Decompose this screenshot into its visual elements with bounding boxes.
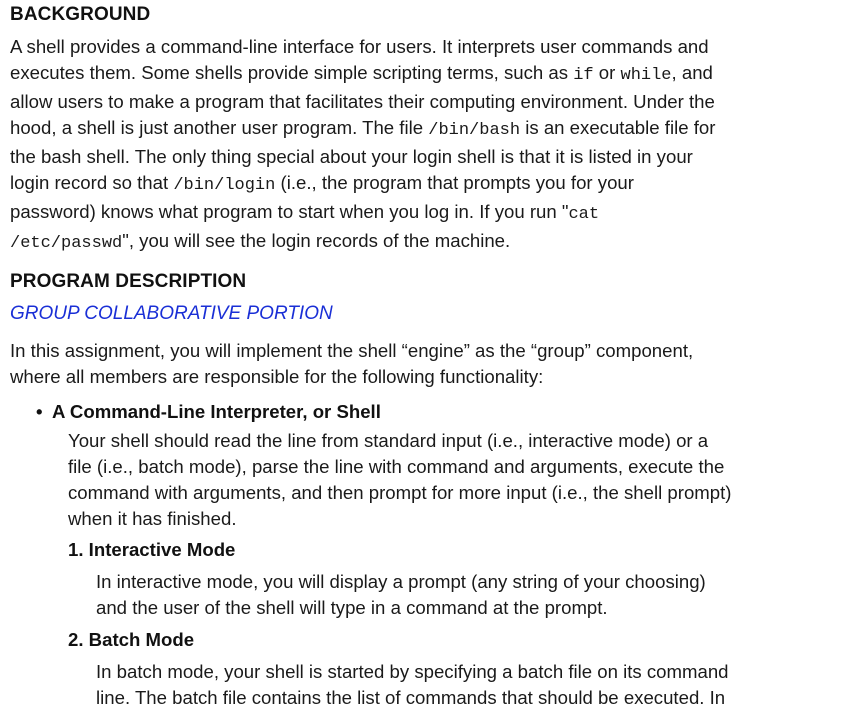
- background-line: [10, 60, 840, 89]
- interactive-mode-paragraph: [96, 569, 706, 621]
- background-line: [10, 144, 840, 170]
- background-text: the bash shell. The only thing special about your login shell is that it is listed in your: [10, 146, 693, 167]
- group-collaborative-subheading: GROUP COLLABORATIVE PORTION: [10, 303, 333, 324]
- background-line: [10, 199, 840, 228]
- background-paragraph: [10, 34, 840, 257]
- background-text: is an executable file for: [520, 117, 716, 138]
- inline-code: /bin/bash: [428, 121, 521, 140]
- bullet-line: file (i.e., batch mode), parse the line with command and arguments, execute the: [68, 456, 725, 477]
- background-text: hood, a shell is just another user program. The file: [10, 117, 429, 138]
- inline-code: /bin/login: [173, 176, 276, 195]
- batch-mode-paragraph: [96, 659, 729, 711]
- background-text: or: [593, 62, 621, 83]
- background-line: [10, 170, 840, 199]
- program-description-heading: PROGRAM DESCRIPTION: [10, 271, 247, 292]
- inline-code: while: [620, 66, 672, 85]
- background-text: A shell provides a command-line interface for users. It interprets user commands and: [10, 36, 709, 57]
- bullet-line: command with arguments, and then prompt for more input (i.e., the shell prompt): [68, 482, 732, 503]
- background-line: [10, 89, 840, 115]
- background-text: password) knows what program to start when you log in. If you run ": [10, 201, 569, 222]
- intro-paragraph: [10, 338, 693, 390]
- mode-line: In interactive mode, you will display a prompt (any string of your choosing): [96, 571, 706, 592]
- background-line: [10, 228, 840, 257]
- background-heading: BACKGROUND: [10, 4, 151, 25]
- background-text: allow users to make a program that facilitates their computing environment. Under the: [10, 91, 715, 112]
- bullet-line: Your shell should read the line from standard input (i.e., interactive mode) or a: [68, 430, 709, 451]
- background-line: [10, 34, 840, 60]
- inline-code: cat: [568, 205, 600, 224]
- background-text: ", you will see the login records of the machine.: [122, 230, 511, 251]
- background-line: [10, 115, 840, 144]
- batch-mode-title: 2. Batch Mode: [68, 629, 195, 650]
- inline-code: /etc/passwd: [10, 234, 123, 253]
- interactive-mode-title: 1. Interactive Mode: [68, 539, 236, 560]
- background-text: , and: [671, 62, 713, 83]
- bullet-marker: •: [36, 401, 43, 422]
- shell-bullet-title: [36, 401, 381, 423]
- bullet-line: when it has finished.: [68, 508, 237, 529]
- inline-code: if: [573, 66, 594, 85]
- bullet-title-text: A Command-Line Interpreter, or Shell: [52, 401, 381, 422]
- background-text: executes them. Some shells provide simple scripting terms, such as: [10, 62, 574, 83]
- mode-line: and the user of the shell will type in a command at the prompt.: [96, 597, 608, 618]
- mode-line: line. The batch file contains the list of commands that should be executed. In: [96, 687, 726, 708]
- background-text: (i.e., the program that prompts you for your: [275, 172, 634, 193]
- intro-line: In this assignment, you will implement the shell “engine” as the “group” component,: [10, 340, 694, 361]
- background-text: login record so that: [10, 172, 174, 193]
- shell-bullet-paragraph: [68, 428, 731, 532]
- intro-line: where all members are responsible for the following functionality:: [10, 366, 544, 387]
- mode-line: In batch mode, your shell is started by specifying a batch file on its command: [96, 661, 729, 682]
